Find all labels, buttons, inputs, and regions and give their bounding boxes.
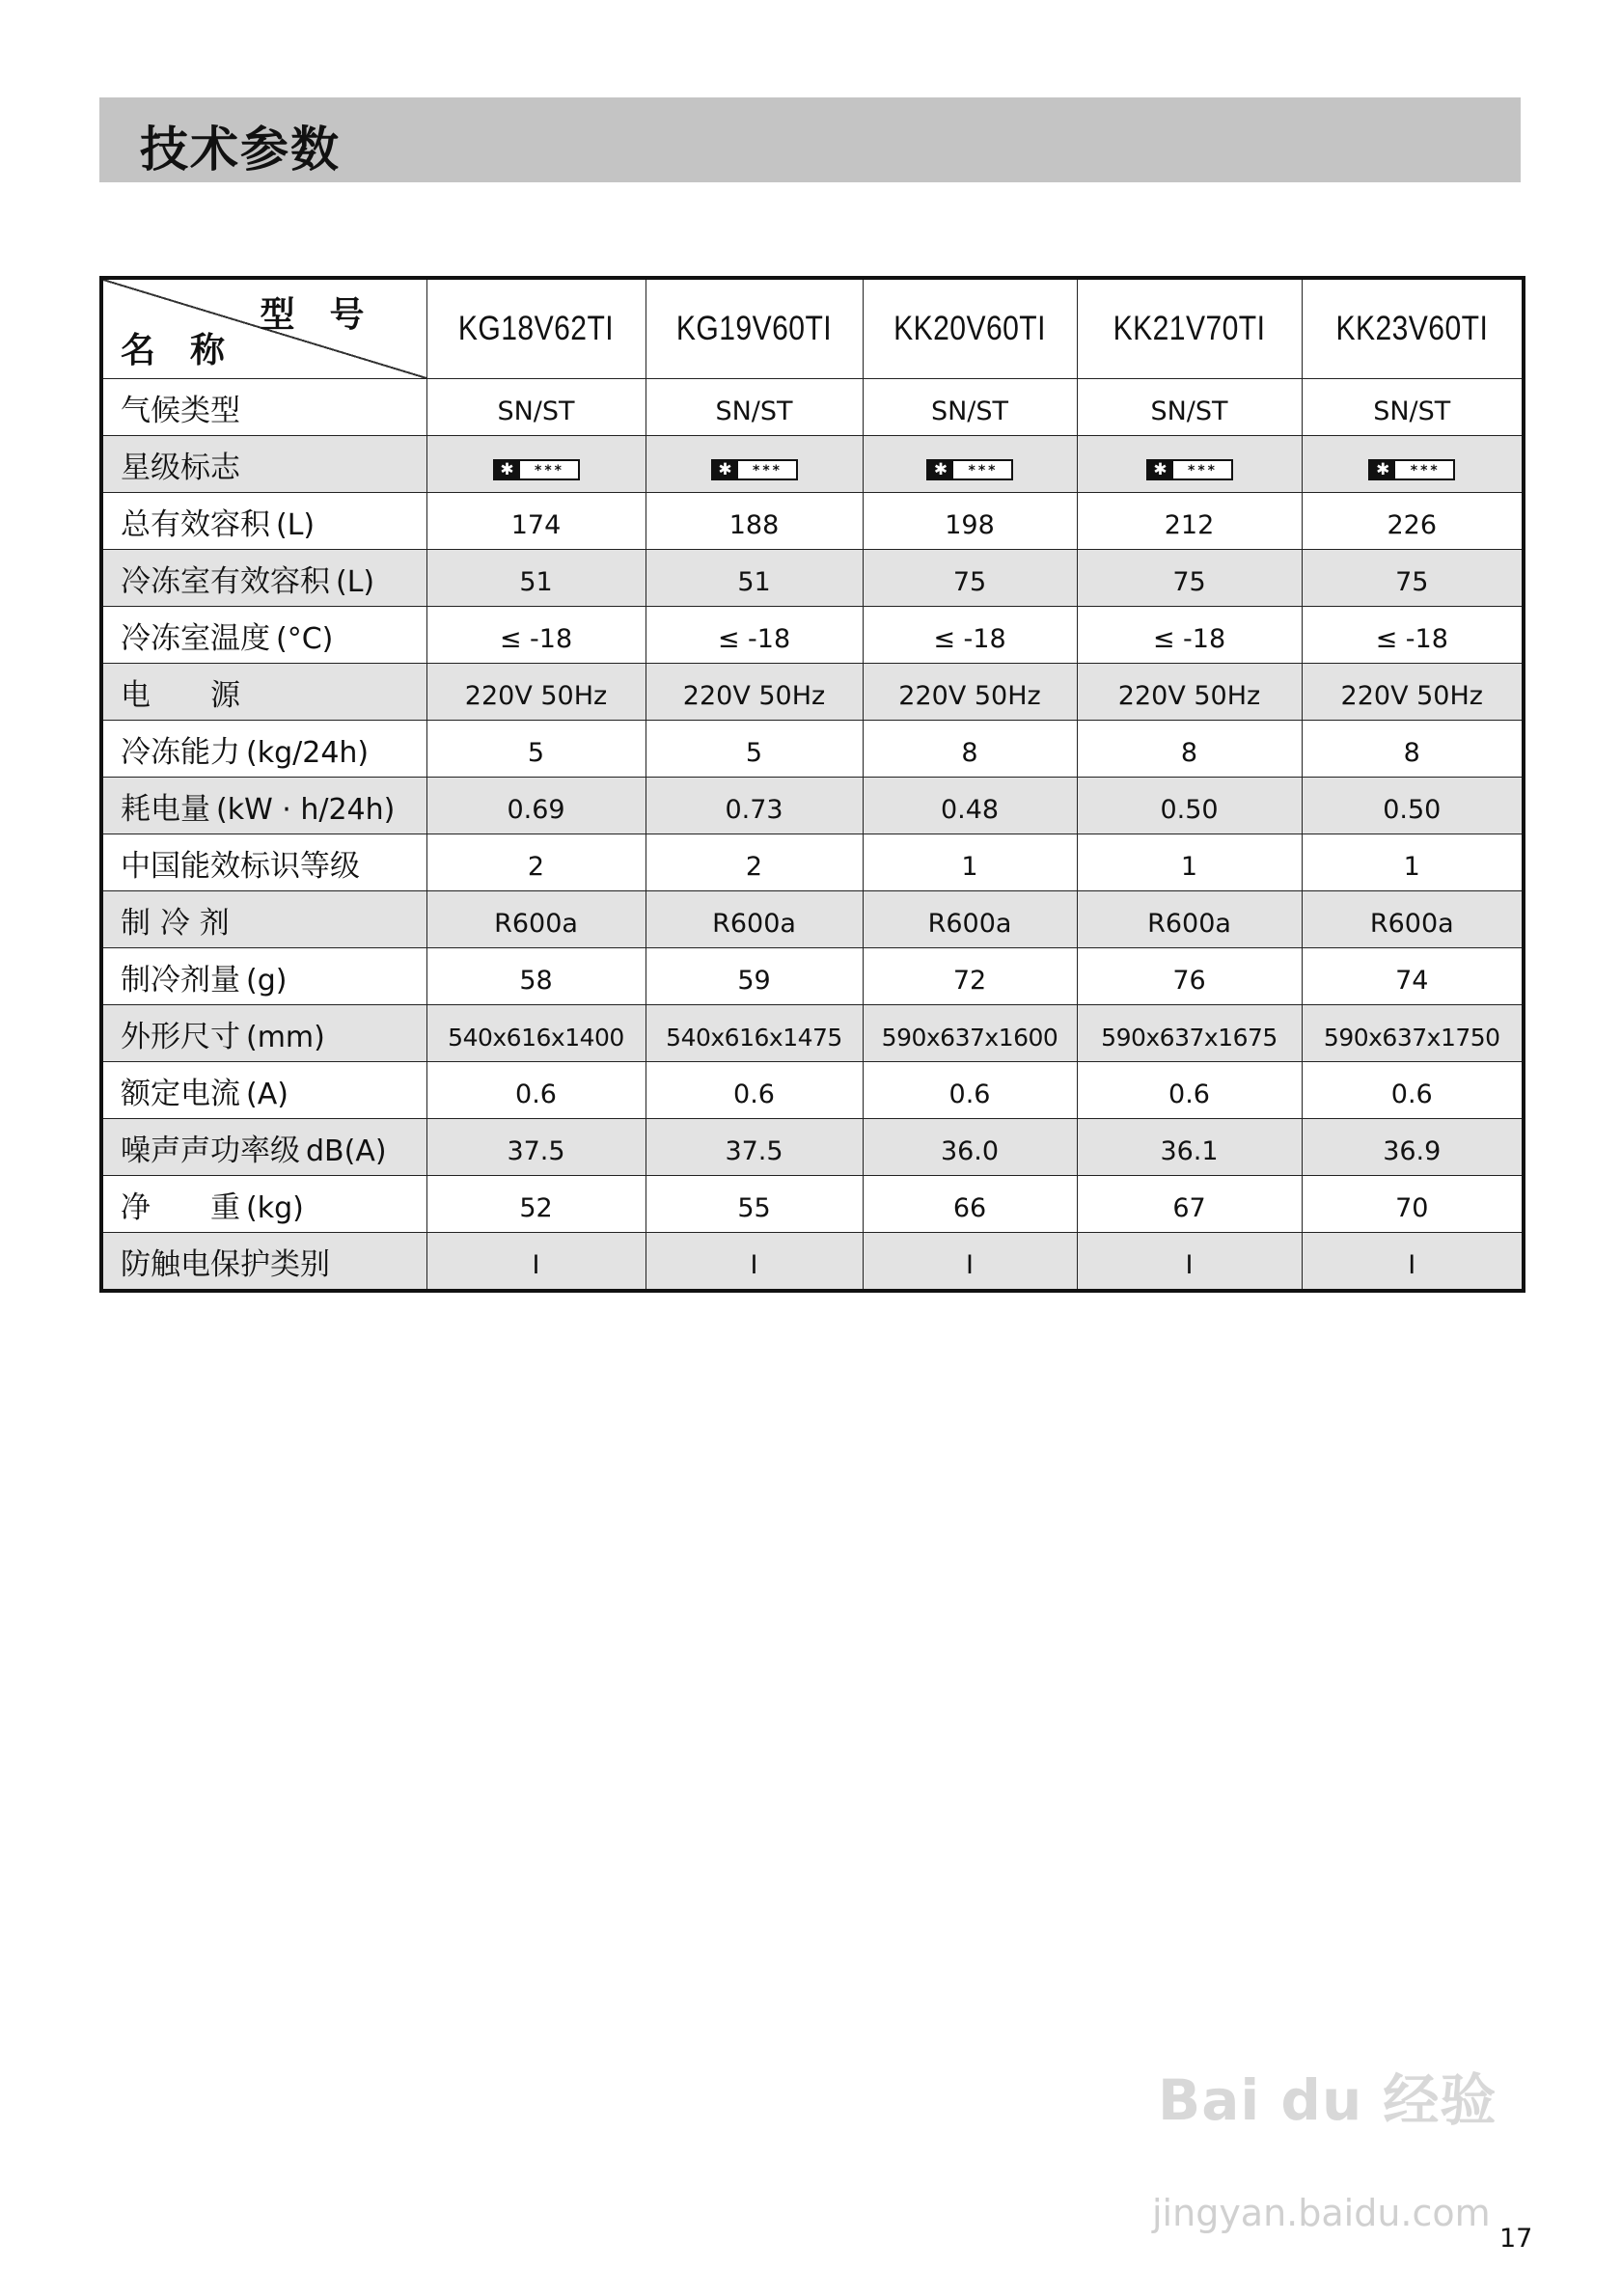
row-unit: (A) bbox=[246, 1077, 288, 1111]
table-cell: 37.5 bbox=[646, 1119, 863, 1176]
diagonal-header-cell bbox=[101, 278, 426, 379]
table-row bbox=[101, 721, 1524, 778]
table-cell: 36.1 bbox=[1077, 1119, 1302, 1176]
row-label bbox=[101, 721, 426, 778]
table-cell: R600a bbox=[646, 891, 863, 948]
table-cell: I bbox=[426, 1233, 646, 1292]
row-label-text: 冷冻室有效容积 bbox=[121, 563, 330, 599]
title-bar bbox=[99, 97, 1521, 182]
table-cell: SN/ST bbox=[426, 379, 646, 436]
watermark-brand: Bai du 经验 bbox=[1158, 2067, 1497, 2133]
row-label bbox=[101, 1176, 426, 1233]
table-cell: 75 bbox=[1077, 550, 1302, 607]
table-cell: 220V 50Hz bbox=[1077, 664, 1302, 721]
freezer-star-rating-icon bbox=[926, 459, 1013, 480]
table-row bbox=[101, 1062, 1524, 1119]
row-label bbox=[101, 1062, 426, 1119]
snowflake-icon: ✱ bbox=[1148, 461, 1173, 478]
table-cell: 0.50 bbox=[1077, 778, 1302, 834]
star-rating-cell bbox=[1077, 436, 1302, 493]
row-label-text: 电 源 bbox=[121, 677, 240, 713]
table-cell: 70 bbox=[1302, 1176, 1524, 1233]
model-header: KK21V70TI bbox=[1092, 278, 1285, 379]
snowflake-icon: ✱ bbox=[495, 461, 520, 478]
table-cell: ≤ -18 bbox=[1302, 607, 1524, 664]
freezer-star-rating-icon bbox=[493, 459, 580, 480]
table-cell: 590x637x1675 bbox=[1077, 1005, 1302, 1062]
table-cell: 220V 50Hz bbox=[426, 664, 646, 721]
table-cell: 52 bbox=[426, 1176, 646, 1233]
table-cell: 540x616x1475 bbox=[646, 1005, 863, 1062]
row-label bbox=[101, 664, 426, 721]
watermark-url: jingyan.baidu.com bbox=[1152, 2192, 1491, 2234]
table-cell: R600a bbox=[863, 891, 1077, 948]
row-label-text: 额定电流 bbox=[121, 1076, 240, 1111]
table-row bbox=[101, 379, 1524, 436]
row-label bbox=[101, 607, 426, 664]
table-cell: 220V 50Hz bbox=[646, 664, 863, 721]
table-cell: I bbox=[1302, 1233, 1524, 1292]
row-label-text: 耗电量 bbox=[121, 791, 210, 827]
row-unit: (kg/24h) bbox=[246, 735, 370, 770]
table-row bbox=[101, 1119, 1524, 1176]
table-cell: 75 bbox=[863, 550, 1077, 607]
table-cell: SN/ST bbox=[646, 379, 863, 436]
model-header-label: 型号 bbox=[260, 295, 399, 335]
table-cell: 1 bbox=[1302, 834, 1524, 891]
row-label bbox=[101, 493, 426, 550]
row-label bbox=[101, 891, 426, 948]
table-cell: SN/ST bbox=[1077, 379, 1302, 436]
star-rating-cell bbox=[863, 436, 1077, 493]
table-cell: SN/ST bbox=[1302, 379, 1524, 436]
table-header-row bbox=[101, 278, 1524, 379]
star-rating-cell bbox=[426, 436, 646, 493]
row-label-text: 净 重 bbox=[121, 1189, 240, 1225]
row-label-text: 中国能效标识等级 bbox=[121, 848, 360, 884]
star-icon: *** bbox=[535, 463, 564, 478]
row-label-text: 气候类型 bbox=[121, 393, 240, 428]
row-label bbox=[101, 834, 426, 891]
model-header: KG19V60TI bbox=[661, 278, 848, 379]
table-cell: ≤ -18 bbox=[1077, 607, 1302, 664]
model-header: KG18V62TI bbox=[442, 278, 630, 379]
row-label-text: 制 冷 剂 bbox=[121, 905, 230, 941]
table-cell: 0.69 bbox=[426, 778, 646, 834]
table-row bbox=[101, 778, 1524, 834]
table-cell: 72 bbox=[863, 948, 1077, 1005]
row-label-text: 星级标志 bbox=[121, 450, 240, 485]
table-cell: 8 bbox=[1077, 721, 1302, 778]
table-cell: 0.48 bbox=[863, 778, 1077, 834]
table-cell: 0.50 bbox=[1302, 778, 1524, 834]
snowflake-icon: ✱ bbox=[1370, 461, 1395, 478]
row-label-text: 总有效容积 bbox=[121, 506, 270, 542]
table-cell: 37.5 bbox=[426, 1119, 646, 1176]
table-cell: 0.6 bbox=[1302, 1062, 1524, 1119]
table-cell: 2 bbox=[426, 834, 646, 891]
table-cell: 59 bbox=[646, 948, 863, 1005]
table-row bbox=[101, 1233, 1524, 1292]
table-cell: 0.6 bbox=[1077, 1062, 1302, 1119]
row-label-text: 制冷剂量 bbox=[121, 962, 240, 998]
table-cell: 55 bbox=[646, 1176, 863, 1233]
row-label bbox=[101, 778, 426, 834]
table-cell: 212 bbox=[1077, 493, 1302, 550]
baidu-watermark bbox=[1158, 2055, 1497, 2136]
table-cell: 0.6 bbox=[426, 1062, 646, 1119]
table-cell: ≤ -18 bbox=[646, 607, 863, 664]
table-cell: 75 bbox=[1302, 550, 1524, 607]
freezer-star-rating-icon bbox=[1368, 459, 1455, 480]
table-cell: 226 bbox=[1302, 493, 1524, 550]
table-cell: 188 bbox=[646, 493, 863, 550]
star-icon: *** bbox=[1410, 463, 1441, 478]
table-cell: R600a bbox=[1077, 891, 1302, 948]
row-label bbox=[101, 550, 426, 607]
table-cell: 198 bbox=[863, 493, 1077, 550]
row-label bbox=[101, 1119, 426, 1176]
model-header: KK23V60TI bbox=[1317, 278, 1508, 379]
table-cell: 74 bbox=[1302, 948, 1524, 1005]
row-label-text: 防触电保护类别 bbox=[121, 1246, 330, 1282]
table-cell: R600a bbox=[426, 891, 646, 948]
row-unit: (L) bbox=[276, 507, 316, 542]
star-rating-cell bbox=[646, 436, 863, 493]
table-row bbox=[101, 607, 1524, 664]
table-row bbox=[101, 891, 1524, 948]
row-label bbox=[101, 1233, 426, 1292]
name-header-label: 名称 bbox=[121, 331, 261, 370]
page-title: 技术参数 bbox=[140, 122, 341, 178]
table-cell: 590x637x1600 bbox=[863, 1005, 1077, 1062]
table-cell: 58 bbox=[426, 948, 646, 1005]
table-row bbox=[101, 550, 1524, 607]
table-row bbox=[101, 948, 1524, 1005]
row-unit: (°C) bbox=[276, 621, 334, 656]
table-row bbox=[101, 493, 1524, 550]
page-number: 17 bbox=[1499, 2224, 1533, 2254]
row-label-text: 噪声声功率级 bbox=[121, 1133, 300, 1168]
snowflake-icon: ✱ bbox=[713, 461, 738, 478]
table-cell: 1 bbox=[863, 834, 1077, 891]
table-cell: 66 bbox=[863, 1176, 1077, 1233]
table-cell: 2 bbox=[646, 834, 863, 891]
table-cell: I bbox=[863, 1233, 1077, 1292]
table-cell: 5 bbox=[426, 721, 646, 778]
freezer-star-rating-icon bbox=[1146, 459, 1233, 480]
row-unit: (kg) bbox=[246, 1190, 304, 1225]
table-cell: I bbox=[1077, 1233, 1302, 1292]
table-cell: 36.0 bbox=[863, 1119, 1077, 1176]
table-cell: ≤ -18 bbox=[863, 607, 1077, 664]
table-cell: 0.73 bbox=[646, 778, 863, 834]
row-unit: (kW · h/24h) bbox=[216, 792, 396, 827]
table-cell: 174 bbox=[426, 493, 646, 550]
row-label-text: 冷冻室温度 bbox=[121, 620, 270, 656]
row-unit: (L) bbox=[336, 564, 375, 599]
row-unit: (mm) bbox=[246, 1020, 325, 1054]
row-label bbox=[101, 379, 426, 436]
table-cell: 51 bbox=[646, 550, 863, 607]
row-label bbox=[101, 436, 426, 493]
table-row bbox=[101, 1176, 1524, 1233]
table-cell: 220V 50Hz bbox=[1302, 664, 1524, 721]
table-row bbox=[101, 834, 1524, 891]
table-cell: 8 bbox=[863, 721, 1077, 778]
row-label-text: 外形尺寸 bbox=[121, 1019, 240, 1054]
star-icon: *** bbox=[968, 463, 999, 478]
table-cell: 540x616x1400 bbox=[426, 1005, 646, 1062]
table-cell: 76 bbox=[1077, 948, 1302, 1005]
spec-table bbox=[99, 276, 1525, 1293]
table-cell: 51 bbox=[426, 550, 646, 607]
freezer-star-rating-icon bbox=[711, 459, 798, 480]
row-label-text: 冷冻能力 bbox=[121, 734, 240, 770]
row-unit: dB(A) bbox=[306, 1134, 387, 1168]
table-cell: 590x637x1750 bbox=[1302, 1005, 1524, 1062]
row-label bbox=[101, 1005, 426, 1062]
table-row bbox=[101, 436, 1524, 493]
star-icon: *** bbox=[1188, 463, 1218, 478]
table-cell: 8 bbox=[1302, 721, 1524, 778]
row-unit: (g) bbox=[246, 963, 288, 998]
table-cell: 67 bbox=[1077, 1176, 1302, 1233]
table-cell: 5 bbox=[646, 721, 863, 778]
row-label bbox=[101, 948, 426, 1005]
table-cell: 220V 50Hz bbox=[863, 664, 1077, 721]
table-row bbox=[101, 664, 1524, 721]
table-cell: 36.9 bbox=[1302, 1119, 1524, 1176]
star-rating-cell bbox=[1302, 436, 1524, 493]
table-cell: R600a bbox=[1302, 891, 1524, 948]
table-cell: 0.6 bbox=[646, 1062, 863, 1119]
table-cell: 1 bbox=[1077, 834, 1302, 891]
model-header: KK20V60TI bbox=[878, 278, 1062, 379]
star-icon: *** bbox=[753, 463, 783, 478]
table-cell: I bbox=[646, 1233, 863, 1292]
table-cell: ≤ -18 bbox=[426, 607, 646, 664]
table-cell: 0.6 bbox=[863, 1062, 1077, 1119]
table-cell: SN/ST bbox=[863, 379, 1077, 436]
snowflake-icon: ✱ bbox=[928, 461, 953, 478]
table-row bbox=[101, 1005, 1524, 1062]
